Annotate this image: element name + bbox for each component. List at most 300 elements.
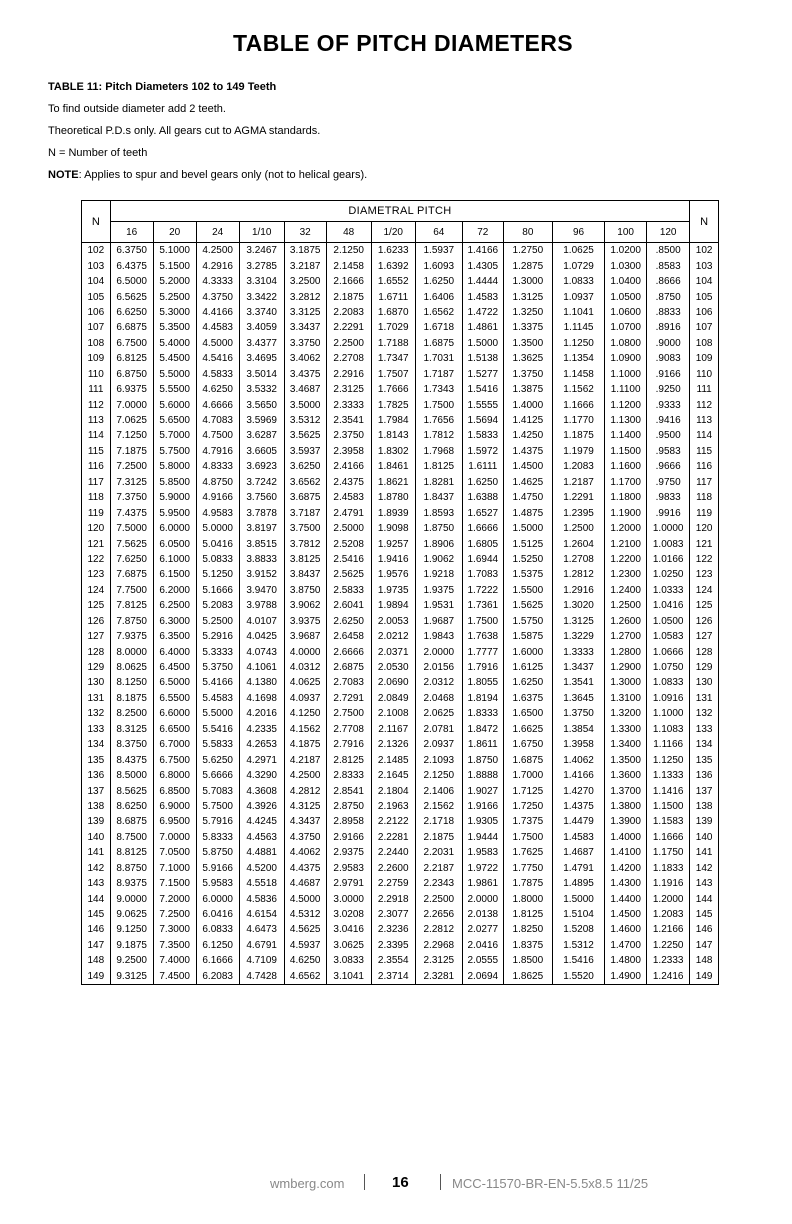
- pitch-diameter-cell: 1.2000: [605, 521, 647, 536]
- pitch-diameter-cell: 1.3125: [552, 614, 604, 629]
- pitch-diameter-cell: 2.3541: [326, 413, 371, 428]
- pitch-diameter-cell: 4.1250: [284, 706, 326, 721]
- table-row: [82, 289, 719, 304]
- pitch-diameter-cell: 1.1400: [605, 428, 647, 443]
- pitch-diameter-cell: .9500: [647, 428, 690, 443]
- pitch-diameter-cell: 1.0166: [647, 552, 690, 567]
- pitch-diameter-cell: 3.9788: [239, 598, 284, 613]
- teeth-count-cell: 144: [690, 891, 719, 906]
- pitch-diameter-cell: 1.2812: [552, 567, 604, 582]
- pitch-diameter-cell: 2.3958: [326, 444, 371, 459]
- pitch-diameter-cell: 3.9152: [239, 567, 284, 582]
- pitch-diameter-cell: 1.3541: [552, 675, 604, 690]
- pitch-diameter-cell: 7.4500: [153, 969, 196, 985]
- pitch-diameter-cell: 1.3125: [503, 289, 552, 304]
- pitch-diameter-cell: 1.5104: [552, 907, 604, 922]
- pitch-diameter-cell: 1.0250: [647, 567, 690, 582]
- pitch-diameter-cell: 1.6388: [462, 490, 503, 505]
- table-row: [82, 891, 719, 906]
- pitch-diameter-cell: 4.2187: [284, 752, 326, 767]
- pitch-diameter-cell: 1.6250: [415, 274, 462, 289]
- pitch-diameter-cell: 2.0937: [415, 737, 462, 752]
- pitch-diameter-cell: 8.6250: [110, 799, 153, 814]
- pitch-diameter-cell: 2.2812: [415, 922, 462, 937]
- pitch-diameter-cell: 3.7560: [239, 490, 284, 505]
- pitch-diameter-cell: 6.0500: [153, 536, 196, 551]
- pitch-diameter-cell: 7.0000: [110, 397, 153, 412]
- pitch-diameter-cell: 1.9861: [462, 876, 503, 891]
- teeth-count-cell: 110: [690, 367, 719, 382]
- pitch-diameter-cell: 1.6527: [462, 505, 503, 520]
- pitch-diameter-cell: 3.3437: [284, 320, 326, 335]
- pitch-diameter-cell: 2.3236: [371, 922, 415, 937]
- pitch-diameter-cell: 2.0625: [415, 706, 462, 721]
- pitch-diameter-cell: 3.2187: [284, 258, 326, 273]
- pitch-diameter-cell: 1.0729: [552, 258, 604, 273]
- teeth-count-cell: 120: [82, 521, 111, 536]
- pitch-diameter-cell: 1.4600: [605, 922, 647, 937]
- pitch-diameter-cell: 2.1458: [326, 258, 371, 273]
- pitch-diameter-cell: .9666: [647, 459, 690, 474]
- table-row: [82, 475, 719, 490]
- pitch-diameter-cell: 6.9000: [153, 799, 196, 814]
- pitch-diameter-cell: 1.0625: [552, 243, 604, 259]
- pitch-diameter-cell: 2.1875: [326, 289, 371, 304]
- pitch-diameter-cell: 4.5000: [196, 336, 239, 351]
- teeth-count-cell: 108: [690, 336, 719, 351]
- pitch-diameter-cell: .8916: [647, 320, 690, 335]
- pitch-diameter-cell: 3.6562: [284, 475, 326, 490]
- pitch-diameter-cell: 1.4895: [552, 876, 604, 891]
- pitch-column-header: 64: [415, 222, 462, 243]
- pitch-diameter-cell: 1.2708: [552, 552, 604, 567]
- pitch-diameter-cell: 1.5416: [552, 953, 604, 968]
- pitch-diameter-cell: 7.3125: [110, 475, 153, 490]
- pitch-diameter-cell: 1.2166: [647, 922, 690, 937]
- pitch-diameter-cell: 2.4583: [326, 490, 371, 505]
- pitch-diameter-cell: 3.5625: [284, 428, 326, 443]
- pitch-diameter-cell: 2.8333: [326, 768, 371, 783]
- pitch-diameter-cell: 8.8125: [110, 845, 153, 860]
- pitch-diameter-cell: 1.8461: [371, 459, 415, 474]
- pitch-diameter-cell: 1.4000: [605, 830, 647, 845]
- pitch-diameter-cell: 1.5833: [462, 428, 503, 443]
- pitch-diameter-cell: 1.7750: [503, 861, 552, 876]
- pitch-diameter-cell: 3.2812: [284, 289, 326, 304]
- table-row: [82, 938, 719, 953]
- pitch-diameter-cell: 7.1500: [153, 876, 196, 891]
- pitch-diameter-cell: 1.8939: [371, 505, 415, 520]
- pitch-diameter-cell: 1.1416: [647, 783, 690, 798]
- teeth-count-cell: 131: [82, 691, 111, 706]
- pitch-diameter-cell: 1.1600: [605, 459, 647, 474]
- pitch-diameter-cell: 2.2968: [415, 938, 462, 953]
- pitch-diameter-cell: 2.2500: [415, 891, 462, 906]
- teeth-count-cell: 117: [690, 475, 719, 490]
- pitch-diameter-cell: 4.0312: [284, 660, 326, 675]
- pitch-diameter-cell: 4.7500: [196, 428, 239, 443]
- pitch-diameter-cell: 2.1326: [371, 737, 415, 752]
- pitch-diameter-cell: .8583: [647, 258, 690, 273]
- pitch-diameter-cell: 3.8197: [239, 521, 284, 536]
- pitch-diameter-cell: 1.1458: [552, 367, 604, 382]
- pitch-diameter-cell: 1.9687: [415, 614, 462, 629]
- pitch-diameter-cell: 3.9687: [284, 629, 326, 644]
- pitch-diameter-cell: 1.1250: [552, 336, 604, 351]
- teeth-count-cell: 116: [690, 459, 719, 474]
- pitch-diameter-cell: 3.4062: [284, 351, 326, 366]
- pitch-diameter-cell: 1.1700: [605, 475, 647, 490]
- pitch-diameter-cell: 2.2031: [415, 845, 462, 860]
- pitch-diameter-cell: 1.3645: [552, 691, 604, 706]
- pitch-diameter-cell: 4.5518: [239, 876, 284, 891]
- teeth-count-cell: 128: [690, 644, 719, 659]
- pitch-diameter-cell: 1.6250: [462, 475, 503, 490]
- teeth-count-cell: 149: [690, 969, 719, 985]
- teeth-count-cell: 145: [690, 907, 719, 922]
- pitch-diameter-cell: 1.4791: [552, 861, 604, 876]
- pitch-diameter-cell: 1.4100: [605, 845, 647, 860]
- pitch-column-header: 20: [153, 222, 196, 243]
- pitch-diameter-cell: .9000: [647, 336, 690, 351]
- pitch-diameter-cell: 1.1200: [605, 397, 647, 412]
- footer-site: wmberg.com: [270, 1176, 345, 1191]
- pitch-diameter-cell: 6.8000: [153, 768, 196, 783]
- table-row: [82, 737, 719, 752]
- pitch-diameter-cell: 2.2918: [371, 891, 415, 906]
- pitch-diameter-cell: 2.1718: [415, 814, 462, 829]
- table-row: [82, 861, 719, 876]
- table-row: [82, 814, 719, 829]
- pitch-diameter-cell: 3.7500: [284, 521, 326, 536]
- table-row: [82, 428, 719, 443]
- pitch-diameter-cell: 1.9583: [462, 845, 503, 860]
- pitch-diameter-cell: 1.8143: [371, 428, 415, 443]
- table-row: [82, 969, 719, 985]
- pitch-diameter-cell: 1.2604: [552, 536, 604, 551]
- pitch-diameter-cell: 7.1000: [153, 861, 196, 876]
- teeth-count-cell: 139: [690, 814, 719, 829]
- pitch-diameter-cell: 1.6233: [371, 243, 415, 259]
- pitch-diameter-cell: 7.0625: [110, 413, 153, 428]
- pitch-diameter-cell: 1.1666: [552, 397, 604, 412]
- pitch-diameter-cell: 3.3125: [284, 305, 326, 320]
- pitch-diameter-cell: 8.2500: [110, 706, 153, 721]
- pitch-diameter-cell: 6.8125: [110, 351, 153, 366]
- pitch-diameter-cell: 4.8333: [196, 459, 239, 474]
- pitch-diameter-cell: 5.8333: [196, 830, 239, 845]
- pitch-diameter-cell: 5.7916: [196, 814, 239, 829]
- pitch-diameter-cell: 1.3300: [605, 722, 647, 737]
- pitch-diameter-cell: 3.0000: [326, 891, 371, 906]
- page-number: 16: [392, 1174, 409, 1191]
- pitch-diameter-cell: 2.9375: [326, 845, 371, 860]
- teeth-count-cell: 120: [690, 521, 719, 536]
- pitch-diameter-cell: 1.4270: [552, 783, 604, 798]
- pitch-diameter-cell: 1.7361: [462, 598, 503, 613]
- pitch-diameter-cell: .9333: [647, 397, 690, 412]
- pitch-diameter-cell: 1.8750: [462, 752, 503, 767]
- pitch-diameter-cell: 1.7984: [371, 413, 415, 428]
- pitch-diameter-cell: .9750: [647, 475, 690, 490]
- pitch-diameter-cell: 1.1166: [647, 737, 690, 752]
- pitch-diameter-cell: 6.4500: [153, 660, 196, 675]
- pitch-diameter-cell: 1.8750: [415, 521, 462, 536]
- pitch-diameter-cell: 1.5937: [415, 243, 462, 259]
- pitch-diameter-cell: 4.5833: [196, 367, 239, 382]
- pitch-diameter-cell: 1.1916: [647, 876, 690, 891]
- pitch-diameter-cell: 2.2708: [326, 351, 371, 366]
- pitch-diameter-cell: 1.2700: [605, 629, 647, 644]
- pitch-diameter-cell: 1.1100: [605, 382, 647, 397]
- pitch-diameter-cell: 1.8437: [415, 490, 462, 505]
- pitch-diameter-cell: 5.2500: [196, 614, 239, 629]
- pitch-diameter-cell: 4.1061: [239, 660, 284, 675]
- pitch-diameter-cell: 1.3625: [503, 351, 552, 366]
- pitch-diameter-cell: 6.7500: [110, 336, 153, 351]
- pitch-diameter-cell: 2.0138: [462, 907, 503, 922]
- pitch-diameter-cell: 1.4000: [503, 397, 552, 412]
- pitch-diameter-cell: 4.2971: [239, 752, 284, 767]
- teeth-count-cell: 112: [82, 397, 111, 412]
- pitch-diameter-cell: 1.1145: [552, 320, 604, 335]
- pitch-diameter-cell: 1.5625: [503, 598, 552, 613]
- pitch-diameter-cell: 5.2500: [153, 289, 196, 304]
- table-row: [82, 783, 719, 798]
- pitch-diameter-cell: 1.0666: [647, 644, 690, 659]
- pitch-diameter-cell: 2.4375: [326, 475, 371, 490]
- pitch-diameter-cell: 1.7031: [415, 351, 462, 366]
- pitch-diameter-cell: 1.4500: [503, 459, 552, 474]
- pitch-diameter-cell: 4.7916: [196, 444, 239, 459]
- pitch-diameter-cell: 1.1333: [647, 768, 690, 783]
- pitch-diameter-cell: 9.1875: [110, 938, 153, 953]
- pitch-diameter-cell: 2.0000: [462, 891, 503, 906]
- pitch-diameter-cell: 1.4500: [605, 907, 647, 922]
- pitch-diameter-cell: 1.6562: [415, 305, 462, 320]
- table-row: [82, 830, 719, 845]
- pitch-diameter-cell: 1.0900: [605, 351, 647, 366]
- pitch-diameter-cell: .9916: [647, 505, 690, 520]
- table-row: [82, 305, 719, 320]
- teeth-count-cell: 106: [690, 305, 719, 320]
- pitch-diameter-cell: 5.9000: [153, 490, 196, 505]
- pitch-diameter-cell: 1.4444: [462, 274, 503, 289]
- pitch-diameter-cell: 1.3854: [552, 722, 604, 737]
- pitch-diameter-cell: 1.1083: [647, 722, 690, 737]
- pitch-diameter-cell: 2.6250: [326, 614, 371, 629]
- pitch-diameter-cell: 7.8125: [110, 598, 153, 613]
- pitch-diameter-cell: 1.3875: [503, 382, 552, 397]
- pitch-diameter-cell: 1.7500: [503, 830, 552, 845]
- table-row: [82, 367, 719, 382]
- table-row: [82, 752, 719, 767]
- pitch-diameter-cell: 1.1666: [647, 830, 690, 845]
- pitch-diameter-cell: 1.8611: [462, 737, 503, 752]
- pitch-diameter-cell: 2.6458: [326, 629, 371, 644]
- pitch-diameter-cell: 1.3400: [605, 737, 647, 752]
- pitch-diameter-cell: 1.3500: [605, 752, 647, 767]
- note-text: : Applies to spur and bevel gears only (not to helical gears).: [78, 169, 368, 181]
- pitch-diameter-cell: 1.7968: [415, 444, 462, 459]
- pitch-diameter-cell: 1.9375: [415, 583, 462, 598]
- pitch-diameter-cell: 1.3900: [605, 814, 647, 829]
- pitch-diameter-cell: 1.1250: [647, 752, 690, 767]
- pitch-diameter-cell: 7.3750: [110, 490, 153, 505]
- pitch-diameter-cell: 6.4000: [153, 644, 196, 659]
- pitch-diameter-cell: 6.5000: [110, 274, 153, 289]
- pitch-diameter-cell: 1.0300: [605, 258, 647, 273]
- pitch-diameter-cell: 8.3125: [110, 722, 153, 737]
- pitch-diameter-cell: 1.0700: [605, 320, 647, 335]
- pitch-diameter-cell: 1.7000: [503, 768, 552, 783]
- pitch-diameter-cell: 2.8541: [326, 783, 371, 798]
- pitch-diameter-cell: 5.0416: [196, 536, 239, 551]
- pitch-diameter-cell: 1.7875: [503, 876, 552, 891]
- teeth-count-cell: 111: [82, 382, 111, 397]
- pitch-diameter-cell: 2.1875: [415, 830, 462, 845]
- pitch-diameter-cell: 2.6041: [326, 598, 371, 613]
- pitch-diameter-cell: 2.5000: [326, 521, 371, 536]
- teeth-count-cell: 134: [690, 737, 719, 752]
- pitch-diameter-cell: 4.8750: [196, 475, 239, 490]
- pitch-diameter-cell: 1.3250: [503, 305, 552, 320]
- pitch-diameter-cell: 2.1093: [415, 752, 462, 767]
- pitch-diameter-cell: 7.6250: [110, 552, 153, 567]
- pitch-diameter-cell: 3.0208: [326, 907, 371, 922]
- pitch-diameter-cell: 5.5000: [153, 367, 196, 382]
- pitch-diameter-cell: 1.7500: [462, 614, 503, 629]
- pitch-diameter-cell: 2.2187: [415, 861, 462, 876]
- pitch-diameter-cell: 1.9257: [371, 536, 415, 551]
- page-footer: [260, 1168, 680, 1192]
- pitch-diameter-cell: 3.8515: [239, 536, 284, 551]
- teeth-count-cell: 109: [82, 351, 111, 366]
- pitch-diameter-cell: 6.6875: [110, 320, 153, 335]
- pitch-diameter-cell: 4.9166: [196, 490, 239, 505]
- pitch-diameter-cell: 8.9375: [110, 876, 153, 891]
- pitch-diameter-cell: 2.2759: [371, 876, 415, 891]
- table-row: [82, 459, 719, 474]
- pitch-diameter-cell: 1.7656: [415, 413, 462, 428]
- pitch-diameter-cell: 2.1167: [371, 722, 415, 737]
- pitch-diameter-cell: 2.5416: [326, 552, 371, 567]
- pitch-diameter-cell: 6.3000: [153, 614, 196, 629]
- teeth-count-cell: 119: [82, 505, 111, 520]
- pitch-diameter-cell: 1.2500: [605, 598, 647, 613]
- pitch-diameter-cell: 4.4166: [196, 305, 239, 320]
- pitch-diameter-cell: 1.2400: [605, 583, 647, 598]
- pitch-diameter-cell: 8.8750: [110, 861, 153, 876]
- pitch-diameter-cell: 8.3750: [110, 737, 153, 752]
- pitch-diameter-cell: 1.3750: [503, 367, 552, 382]
- pitch-diameter-cell: 1.8621: [371, 475, 415, 490]
- pitch-diameter-cell: 1.1833: [647, 861, 690, 876]
- teeth-count-cell: 119: [690, 505, 719, 520]
- pitch-diameter-cell: 4.6250: [196, 382, 239, 397]
- pitch-diameter-cell: 4.6791: [239, 938, 284, 953]
- pitch-diameter-cell: 1.2875: [503, 258, 552, 273]
- pitch-diameter-cell: 2.5625: [326, 567, 371, 582]
- pitch-diameter-cell: .9083: [647, 351, 690, 366]
- pitch-diameter-cell: 1.5250: [503, 552, 552, 567]
- pitch-diameter-cell: 1.3000: [503, 274, 552, 289]
- table-row: [82, 768, 719, 783]
- pitch-diameter-cell: 4.5312: [284, 907, 326, 922]
- teeth-count-cell: 129: [82, 660, 111, 675]
- pitch-diameter-cell: 7.4375: [110, 505, 153, 520]
- pitch-diameter-cell: 2.1008: [371, 706, 415, 721]
- pitch-diameter-cell: 4.4583: [196, 320, 239, 335]
- table-row: [82, 922, 719, 937]
- teeth-count-cell: 113: [82, 413, 111, 428]
- pitch-diameter-cell: 5.4166: [196, 675, 239, 690]
- pitch-diameter-cell: .8750: [647, 289, 690, 304]
- pitch-diameter-cell: 1.3000: [605, 675, 647, 690]
- teeth-count-cell: 146: [690, 922, 719, 937]
- teeth-count-cell: 117: [82, 475, 111, 490]
- pitch-diameter-cell: 1.1562: [552, 382, 604, 397]
- pitch-diameter-cell: 1.6870: [371, 305, 415, 320]
- teeth-count-cell: 118: [82, 490, 111, 505]
- teeth-count-cell: 107: [690, 320, 719, 335]
- pitch-diameter-cell: 7.0500: [153, 845, 196, 860]
- intro-text: [48, 80, 748, 190]
- pitch-diameter-cell: 1.6000: [503, 644, 552, 659]
- pitch-diameter-cell: 2.2281: [371, 830, 415, 845]
- pitch-diameter-cell: 6.1500: [153, 567, 196, 582]
- table-row: [82, 258, 719, 273]
- pitch-diameter-cell: 1.8375: [503, 938, 552, 953]
- pitch-diameter-cell: 1.2900: [605, 660, 647, 675]
- pitch-diameter-cell: 1.1354: [552, 351, 604, 366]
- pitch-diameter-cell: 5.6000: [153, 397, 196, 412]
- pitch-diameter-cell: 1.8625: [503, 969, 552, 985]
- pitch-diameter-cell: 1.9166: [462, 799, 503, 814]
- table-row: [82, 567, 719, 582]
- pitch-column-header: 120: [647, 222, 690, 243]
- table-row: [82, 953, 719, 968]
- teeth-count-cell: 136: [690, 768, 719, 783]
- pitch-column-header: 72: [462, 222, 503, 243]
- pitch-diameter-cell: 8.1250: [110, 675, 153, 690]
- pitch-diameter-cell: 5.4583: [196, 691, 239, 706]
- footer-divider: [440, 1174, 441, 1190]
- pitch-diameter-cell: 1.3437: [552, 660, 604, 675]
- pitch-diameter-cell: 1.5138: [462, 351, 503, 366]
- pitch-diameter-cell: 1.8593: [415, 505, 462, 520]
- pitch-diameter-cell: 4.0625: [284, 675, 326, 690]
- pitch-diameter-cell: 2.0371: [371, 644, 415, 659]
- pitch-diameter-cell: 5.5416: [196, 722, 239, 737]
- pitch-diameter-cell: 2.0312: [415, 675, 462, 690]
- teeth-count-cell: 104: [690, 274, 719, 289]
- table-row: [82, 629, 719, 644]
- pitch-diameter-cell: 1.2291: [552, 490, 604, 505]
- pitch-diameter-cell: 1.1800: [605, 490, 647, 505]
- pitch-diameter-cell: 8.5625: [110, 783, 153, 798]
- pitch-diameter-cell: .8833: [647, 305, 690, 320]
- pitch-diameter-cell: 1.8333: [462, 706, 503, 721]
- pitch-diameter-cell: 1.5000: [552, 891, 604, 906]
- pitch-diameter-cell: 1.1770: [552, 413, 604, 428]
- pitch-diameter-cell: 7.5625: [110, 536, 153, 551]
- teeth-count-cell: 129: [690, 660, 719, 675]
- pitch-diameter-cell: 1.0583: [647, 629, 690, 644]
- table-row: [82, 536, 719, 551]
- pitch-diameter-cell: 2.7083: [326, 675, 371, 690]
- pitch-diameter-cell: 1.4583: [552, 830, 604, 845]
